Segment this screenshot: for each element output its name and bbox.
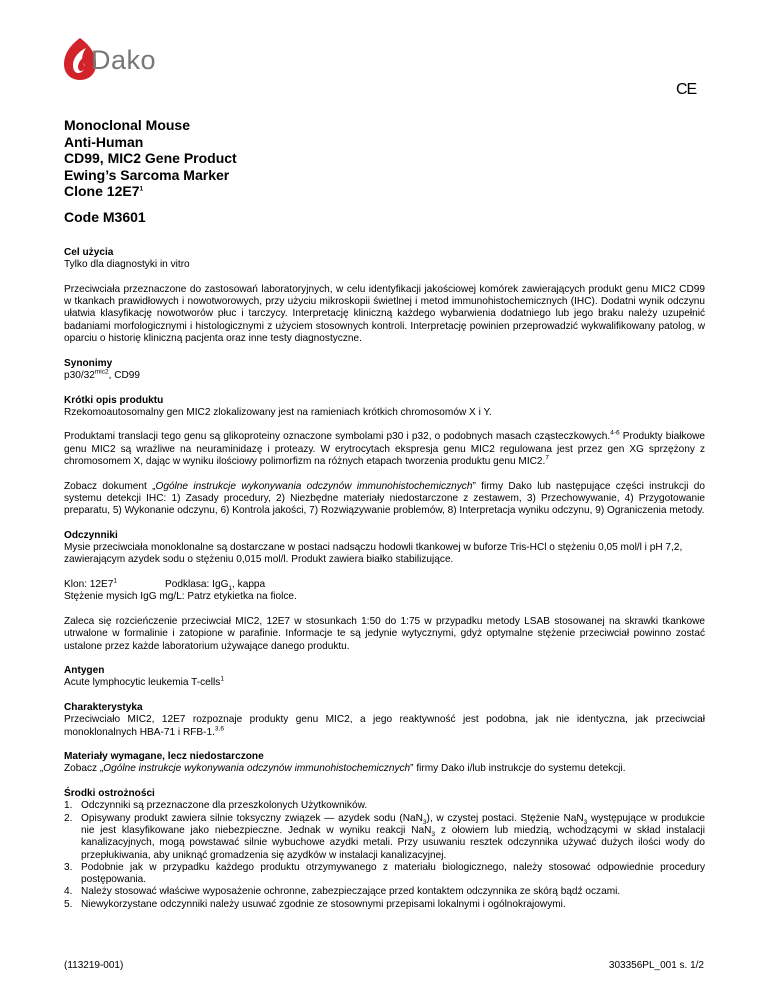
- dako-logo-text: Dako: [91, 45, 157, 75]
- title-line: CD99, MIC2 Gene Product: [64, 150, 237, 166]
- title-line: Anti-Human: [64, 133, 144, 150]
- materials-text: Zobacz „Ogólne instrukcje wykonywania odczynów immunohistochemicznych” firmy Dako i/lub instrukcje do systemu detekcji.: [64, 763, 626, 775]
- ce-mark: CE: [676, 81, 697, 98]
- title-line: Ewing’s Sarcoma Marker: [64, 166, 230, 183]
- summary-paragraph-3: Zobacz dokument „Ogólne instrukcje wykonywania odczynów immunohistochemicznych” firmy Dako lub następujące części instrukcji do systemu detekcji IHC: 1) Zasady procedury, 2) Niezbędne materiały niedostarczone z zestawem, 3) Przechowywanie, 4) Przygotowanie preparatu, 5) Wykonanie odczynu, 6) Kontrola jakości, 7) Rozwiązywanie problemów, 8) Interpretacja wyniku odczynu, 9) Ograniczenia metody.: [64, 480, 706, 517]
- characteristics-heading: Charakterystyka: [64, 701, 143, 713]
- document-body: [64, 247, 705, 911]
- list-item: 1. Odczynniki są przeznaczone dla przeszkolonych Użytkowników.: [64, 800, 368, 812]
- synonyms-text: $p30/32^{mic2}$, CD99: [64, 368, 141, 381]
- precautions-list: [64, 800, 705, 911]
- footer-document-id: (113219-001): [64, 960, 124, 971]
- product-title: [64, 117, 237, 200]
- precautions-heading: Środki ostrożności: [64, 788, 155, 800]
- title-line: Clone $12E7^1$: [64, 183, 144, 199]
- reagents-line-1: Mysie przeciwciała monoklonalne są dostarczane w postaci nadsączu hodowli tkankowej w buforze Tris-HCl o stężeniu 0,05 mol/l i pH 7,2,: [64, 542, 683, 554]
- reagents-line-2: zawierającym azydek sodu o stężeniu 0,015 mol/l. Produkt zawiera białko stabilizujące.: [64, 554, 454, 566]
- intended-use-text: Przeciwciała przeznaczone do zastosowań laboratoryjnych, w celu identyfikacji jakościowej komórek zawierających produkt genu MIC2 CD99 w tkankach prawidłowych i nowotworowych, przy użyciu mikroskopii świetlnej i metod immunohistochemicznych (IHC). Dodatni wynik odczynu ułatwia klasyfikację nowotworów płuc i tarczycy. Interpretację kliniczną każdego wybarwienia dodatniego lub jego braku należy uzupełnić badaniami morfologicznymi i histologicznymi z użyciem stosownych kontroli. Interpretację powinien przeprowadzić wykwalifikowany patolog, w oparciu o historię kliniczną pacjenta oraz inne testy diagnostyczne.: [64, 283, 705, 345]
- characteristics-text: Przeciwciało MIC2, 12E7 rozpoznaje produkty genu MIC2, a jego reaktywność jest podobna, jak nie identyczna, jak przeciwciał monoklonalnych HBA-71 i RFB-1.$^{3,6}$: [64, 714, 705, 738]
- dilution-info: Zaleca się rozcieńczenie przeciwciał MIC2, 12E7 w stosunkach 1:50 do 1:75 w przypadku metody LSAB stosowanej na skrawki tkankowe utrwalone w formalinie i zatopione w parafinie. Informacje te są jedynie wytycznymi, gdyż optymalne stężenie przeciwciał powinno zostać ustalone przez każde laboratorium używające danego produktu.: [64, 615, 705, 652]
- product-code: Code M3601: [64, 209, 146, 225]
- summary-heading: Krótki opis produktu: [64, 394, 164, 406]
- title-line: Monoclonal Mouse: [64, 117, 190, 133]
- title-reference: 1: [139, 185, 144, 193]
- list-item: 4. Należy stosować właściwe wyposażenie ochronne, zabezpieczające przed kontaktem odczynnika ze skórą bądź oczami.: [64, 886, 621, 898]
- list-item: 5. Niewykorzystane odczynniki należy usuwać zgodnie ze stosownymi przepisami lokalnymi i ogólnokrajowymi.: [64, 898, 566, 910]
- synonyms-heading: Synonimy: [64, 357, 113, 369]
- intended-use-heading: Cel użycia: [64, 247, 114, 258]
- antigen-text: Acute lymphocytic leukemia T-cells$^1$: [64, 676, 224, 689]
- concentration-info: Stężenie mysich IgG mg/L: Patrz etykietka na fiolce.: [64, 591, 297, 603]
- summary-paragraph-1: Rzekomoautosomalny gen MIC2 zlokalizowany jest na ramieniach krótkich chromosomów X i Y.: [64, 406, 492, 418]
- list-item: 3. Podobnie jak w przypadku każdego produktu otrzymywanego z materiału biologicznego, należy stosować odpowiednie procedury postępowania.: [64, 861, 705, 886]
- reagents-heading: Odczynniki: [64, 529, 118, 541]
- antigen-heading: Antygen: [64, 665, 105, 677]
- summary-paragraph-2: Produktami translacji tego genu są glikoproteiny oznaczone symbolami p30 i p32, o podobnych masach cząsteczkowych.$^{4-6}$ Produkty białkowe genu MIC2 są wrażliwe na neuraminidazę i proteazy. W erytrocytach ekspresja genu MIC2 regulowana jest przez gen XG sprzężony z chromosomem X, dając w wyniku ilościowy polimorfizm na różnych etapach tworzenia produktu genu MIC2.$^7$: [64, 430, 706, 468]
- intended-use-subtitle: Tylko dla diagnostyki in vitro: [64, 259, 190, 271]
- clone-info: Klon: $12E7^1$ Podklasa: IgG$_1$, kappa: [64, 577, 266, 593]
- footer-page-number: 303356PL_001 s. 1/2: [608, 960, 704, 971]
- list-item: 2. Opisywany produkt zawiera silnie toksyczny związek — azydek sodu (NaN$_3$), w czystej postaci. Stężenie NaN$_3$ występujące w produkcie nie jest klasyfikowane jako niebezpieczne. Jednak w wyniku reakcji NaN$_3$ z ołowiem lub miedzią, wchodzącymi w skład instalacji kanalizacyjnych, mogą powstawać silnie wybuchowe azydki metali. Przy usuwaniu resztek odczynnika używać dużych ilości wody do przepłukiwania, aby uniknąć gromadzenia się azydków w instalacji kanalizacyjnej.: [64, 812, 706, 861]
- materials-heading: Materiały wymagane, lecz niedostarczone: [64, 751, 264, 763]
